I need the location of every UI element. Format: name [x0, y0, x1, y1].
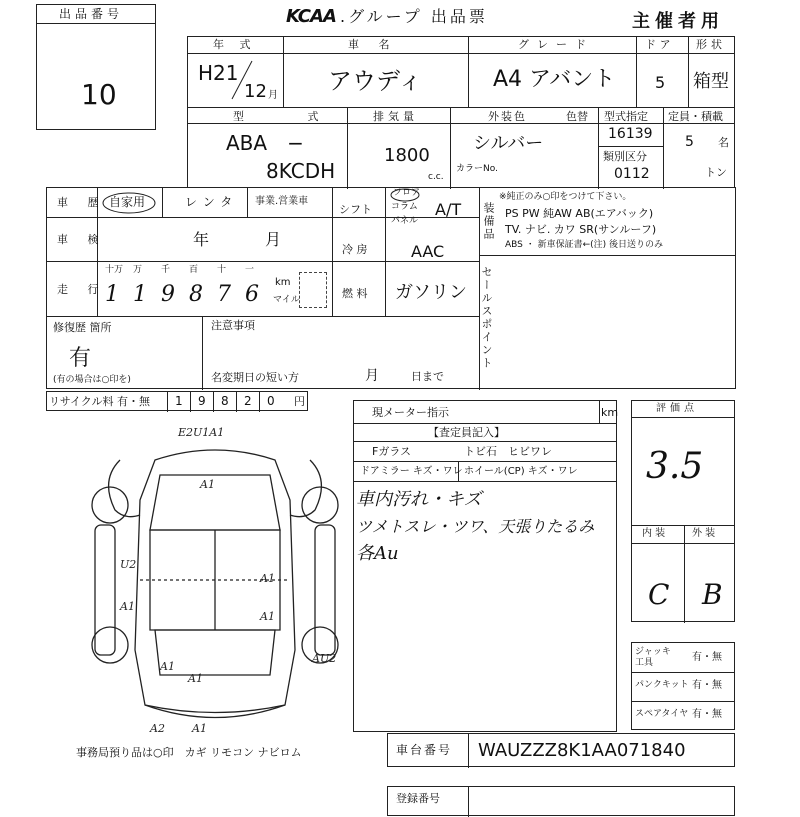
mile-box: [299, 272, 327, 308]
diagram-mark: A2: [150, 722, 165, 735]
equipment-label: 装備品: [482, 202, 495, 241]
lot-number: 10: [81, 78, 117, 111]
spare-label: スペアタイヤ: [635, 709, 689, 719]
meter-notes-box: [353, 400, 617, 732]
recycle-digit: 9: [198, 394, 206, 408]
shift-floor-circle: [385, 188, 425, 204]
digit-label: 千: [161, 265, 171, 275]
load-unit: トン: [705, 166, 727, 179]
model-line1: ABA −: [226, 131, 304, 155]
note-line3: 各Au: [356, 543, 399, 564]
history-business: 事業.営業車: [255, 196, 309, 207]
f-glass-label: Fガラス: [372, 445, 411, 458]
body-label: 形状: [696, 38, 726, 51]
diagram-mark: A1: [160, 660, 175, 673]
office-note: 事務局預り品は○印 カギ リモコン ナビロム: [76, 746, 302, 759]
history-own: 自家用: [109, 195, 146, 209]
mileage-digit: 7: [217, 282, 231, 307]
exterior-grade: B: [702, 578, 723, 611]
repair-value: 有: [69, 346, 92, 371]
chassis-box: [387, 733, 735, 767]
spare-option: 有・無: [692, 709, 722, 720]
model-designation-value: 16139: [608, 126, 653, 142]
interior-label: 内 装: [642, 528, 666, 539]
history-own-circle: [99, 190, 159, 216]
recycle-row: [46, 391, 308, 411]
chassis-label: 車台番号: [396, 743, 453, 757]
shift-label: シフト: [339, 203, 372, 216]
door-mirror-label: ドアミラー キズ・ワレ: [360, 466, 463, 477]
recycle-yen: 円: [294, 395, 305, 408]
jack-option: 有・無: [692, 652, 722, 663]
equipment-line1: PS PW 純AW AB(エアバック): [505, 207, 654, 220]
year-month: 12: [244, 81, 267, 102]
meter-unit: km: [601, 406, 619, 419]
copy-label: 主催者用: [632, 11, 724, 32]
displacement-label: 排気量: [373, 110, 418, 123]
equipment-line3: ABS ・ 新車保証書←(注) 後日送りのみ: [505, 240, 664, 250]
category-label: 類別区分: [603, 150, 647, 163]
digit-label: 十: [217, 265, 227, 275]
color-value: シルバー: [473, 133, 544, 154]
digit-label: 一: [245, 265, 255, 275]
sales-point-label: セールスポイント: [480, 266, 493, 370]
mileage-label: 走 行: [57, 283, 107, 296]
shift-value: A/T: [435, 200, 462, 219]
inspection-year: 年: [193, 230, 210, 249]
digit-label: 万: [133, 265, 143, 275]
digit-label: 十万: [105, 265, 124, 275]
equipment-note: ※純正のみ○印をつけて下さい。: [499, 192, 632, 202]
form-title: .グループ 出品票: [340, 7, 488, 26]
name-change-day: 日まで: [411, 370, 444, 383]
capacity-value: 5: [685, 134, 694, 150]
grade-label: グレード: [518, 38, 594, 51]
fuel-label: 燃 料: [342, 287, 368, 300]
recycle-digit: 1: [175, 394, 183, 408]
shift-floor: フロア: [393, 188, 421, 198]
inspector-label: 【査定員記入】: [428, 426, 505, 439]
model-line2: 8KCDH: [266, 159, 336, 183]
make-value: アウディ: [328, 67, 423, 95]
puncture-option: 有・無: [692, 680, 722, 691]
mileage-digit: 6: [245, 282, 259, 307]
history-rental: レンタ: [185, 195, 239, 209]
mileage-digit: 9: [161, 282, 175, 307]
color-no-label: 色替: [566, 110, 588, 123]
puncture-label: パンクキット: [635, 680, 689, 690]
lot-number-box: [36, 4, 156, 130]
note-line1: 車内汚れ・キズ: [356, 489, 482, 510]
mileage-digit: 8: [189, 282, 203, 307]
exterior-label: 外 装: [692, 528, 716, 539]
jack-label: ジャッキ工具: [635, 647, 671, 668]
interior-grade: C: [648, 578, 670, 611]
diagram-mark: A1: [192, 722, 207, 735]
mileage-digit: 1: [105, 282, 119, 307]
grade-value: A4 アバント: [493, 67, 616, 92]
ac-label: 冷 房: [342, 243, 368, 256]
name-change-label: 名変期日の短い方: [211, 371, 299, 384]
category-value: 0112: [614, 166, 650, 182]
glass-options: トビ石 ヒビワレ: [464, 445, 552, 458]
inspection-month: 月: [265, 230, 282, 249]
mileage-digit: 1: [133, 282, 147, 307]
note-line2: ツメトスレ・ツワ、天張りたるみ: [356, 517, 595, 536]
history-table: [46, 187, 736, 389]
recycle-digit: 8: [221, 394, 229, 408]
registration-box: [387, 786, 735, 816]
capacity-label: 定員・積載: [668, 110, 723, 123]
year-label: 年 式: [213, 38, 257, 51]
fuel-value: ガソリン: [395, 282, 467, 303]
recycle-label: リサイクル料 有・無: [49, 395, 150, 408]
shift-panel: パネル: [391, 216, 419, 226]
shift-column: コラム: [391, 202, 418, 212]
color-no-caption: カラーNo.: [456, 164, 498, 174]
month-unit: 月: [268, 90, 278, 101]
wheel-label: ホイール(CP) キズ・ワレ: [464, 466, 578, 477]
caution-label: 注意事項: [211, 319, 255, 332]
diagram-mark: AU2: [312, 652, 337, 665]
body-type-value: 箱型: [693, 71, 729, 92]
vehicle-info-table: [187, 36, 735, 188]
year-era: H21: [198, 61, 239, 85]
ac-value: AAC: [411, 242, 445, 261]
diagram-mark: A1: [260, 572, 275, 585]
score-label: 評価点: [656, 403, 698, 414]
diagram-mark: A1: [200, 478, 215, 491]
registration-label: 登録番号: [396, 792, 440, 805]
diagram-mark: A1: [120, 600, 135, 613]
diagram-mark: A1: [188, 672, 203, 685]
doors-label: ドア: [645, 38, 675, 51]
model-designation-label: 型式指定: [604, 110, 648, 123]
inspection-label: 車 検: [57, 233, 107, 246]
color-label: 外装色: [488, 110, 527, 123]
recycle-digit: 0: [267, 394, 275, 408]
capacity-unit: 名: [718, 136, 729, 149]
diagram-mark: A1: [260, 610, 275, 623]
score-value: 3.5: [646, 446, 704, 487]
tools-box: [631, 642, 735, 730]
doors-value: 5: [655, 73, 666, 92]
chassis-value: WAUZZZ8K1AA071840: [478, 740, 686, 761]
repair-note: (有の場合は○印を): [53, 375, 131, 385]
diagram-mark: E2U1A1: [178, 426, 225, 439]
repair-label: 修復歴 箇所: [53, 321, 112, 334]
displacement-value: 1800: [384, 145, 430, 166]
digit-label: 百: [189, 265, 199, 275]
meter-label: 現メーター指示: [372, 406, 449, 419]
cc-unit: c.c.: [428, 172, 444, 182]
history-label: 車 歴: [57, 196, 107, 209]
equipment-line2: TV. ナビ. カワ SR(サンルーフ): [505, 223, 657, 236]
score-box: [631, 400, 735, 622]
recycle-digit: 2: [244, 394, 252, 408]
name-change-month: 月: [365, 368, 379, 384]
lot-label: 出品番号: [59, 7, 124, 21]
diagram-mark: U2: [120, 558, 137, 571]
brand-logo: KCAA: [286, 6, 336, 27]
model-label: 型 式: [233, 110, 349, 123]
mile-label: マイル: [273, 295, 300, 305]
name-label: 車 名: [348, 38, 398, 51]
car-diagram: [80, 420, 350, 740]
km-label: km: [275, 277, 291, 288]
